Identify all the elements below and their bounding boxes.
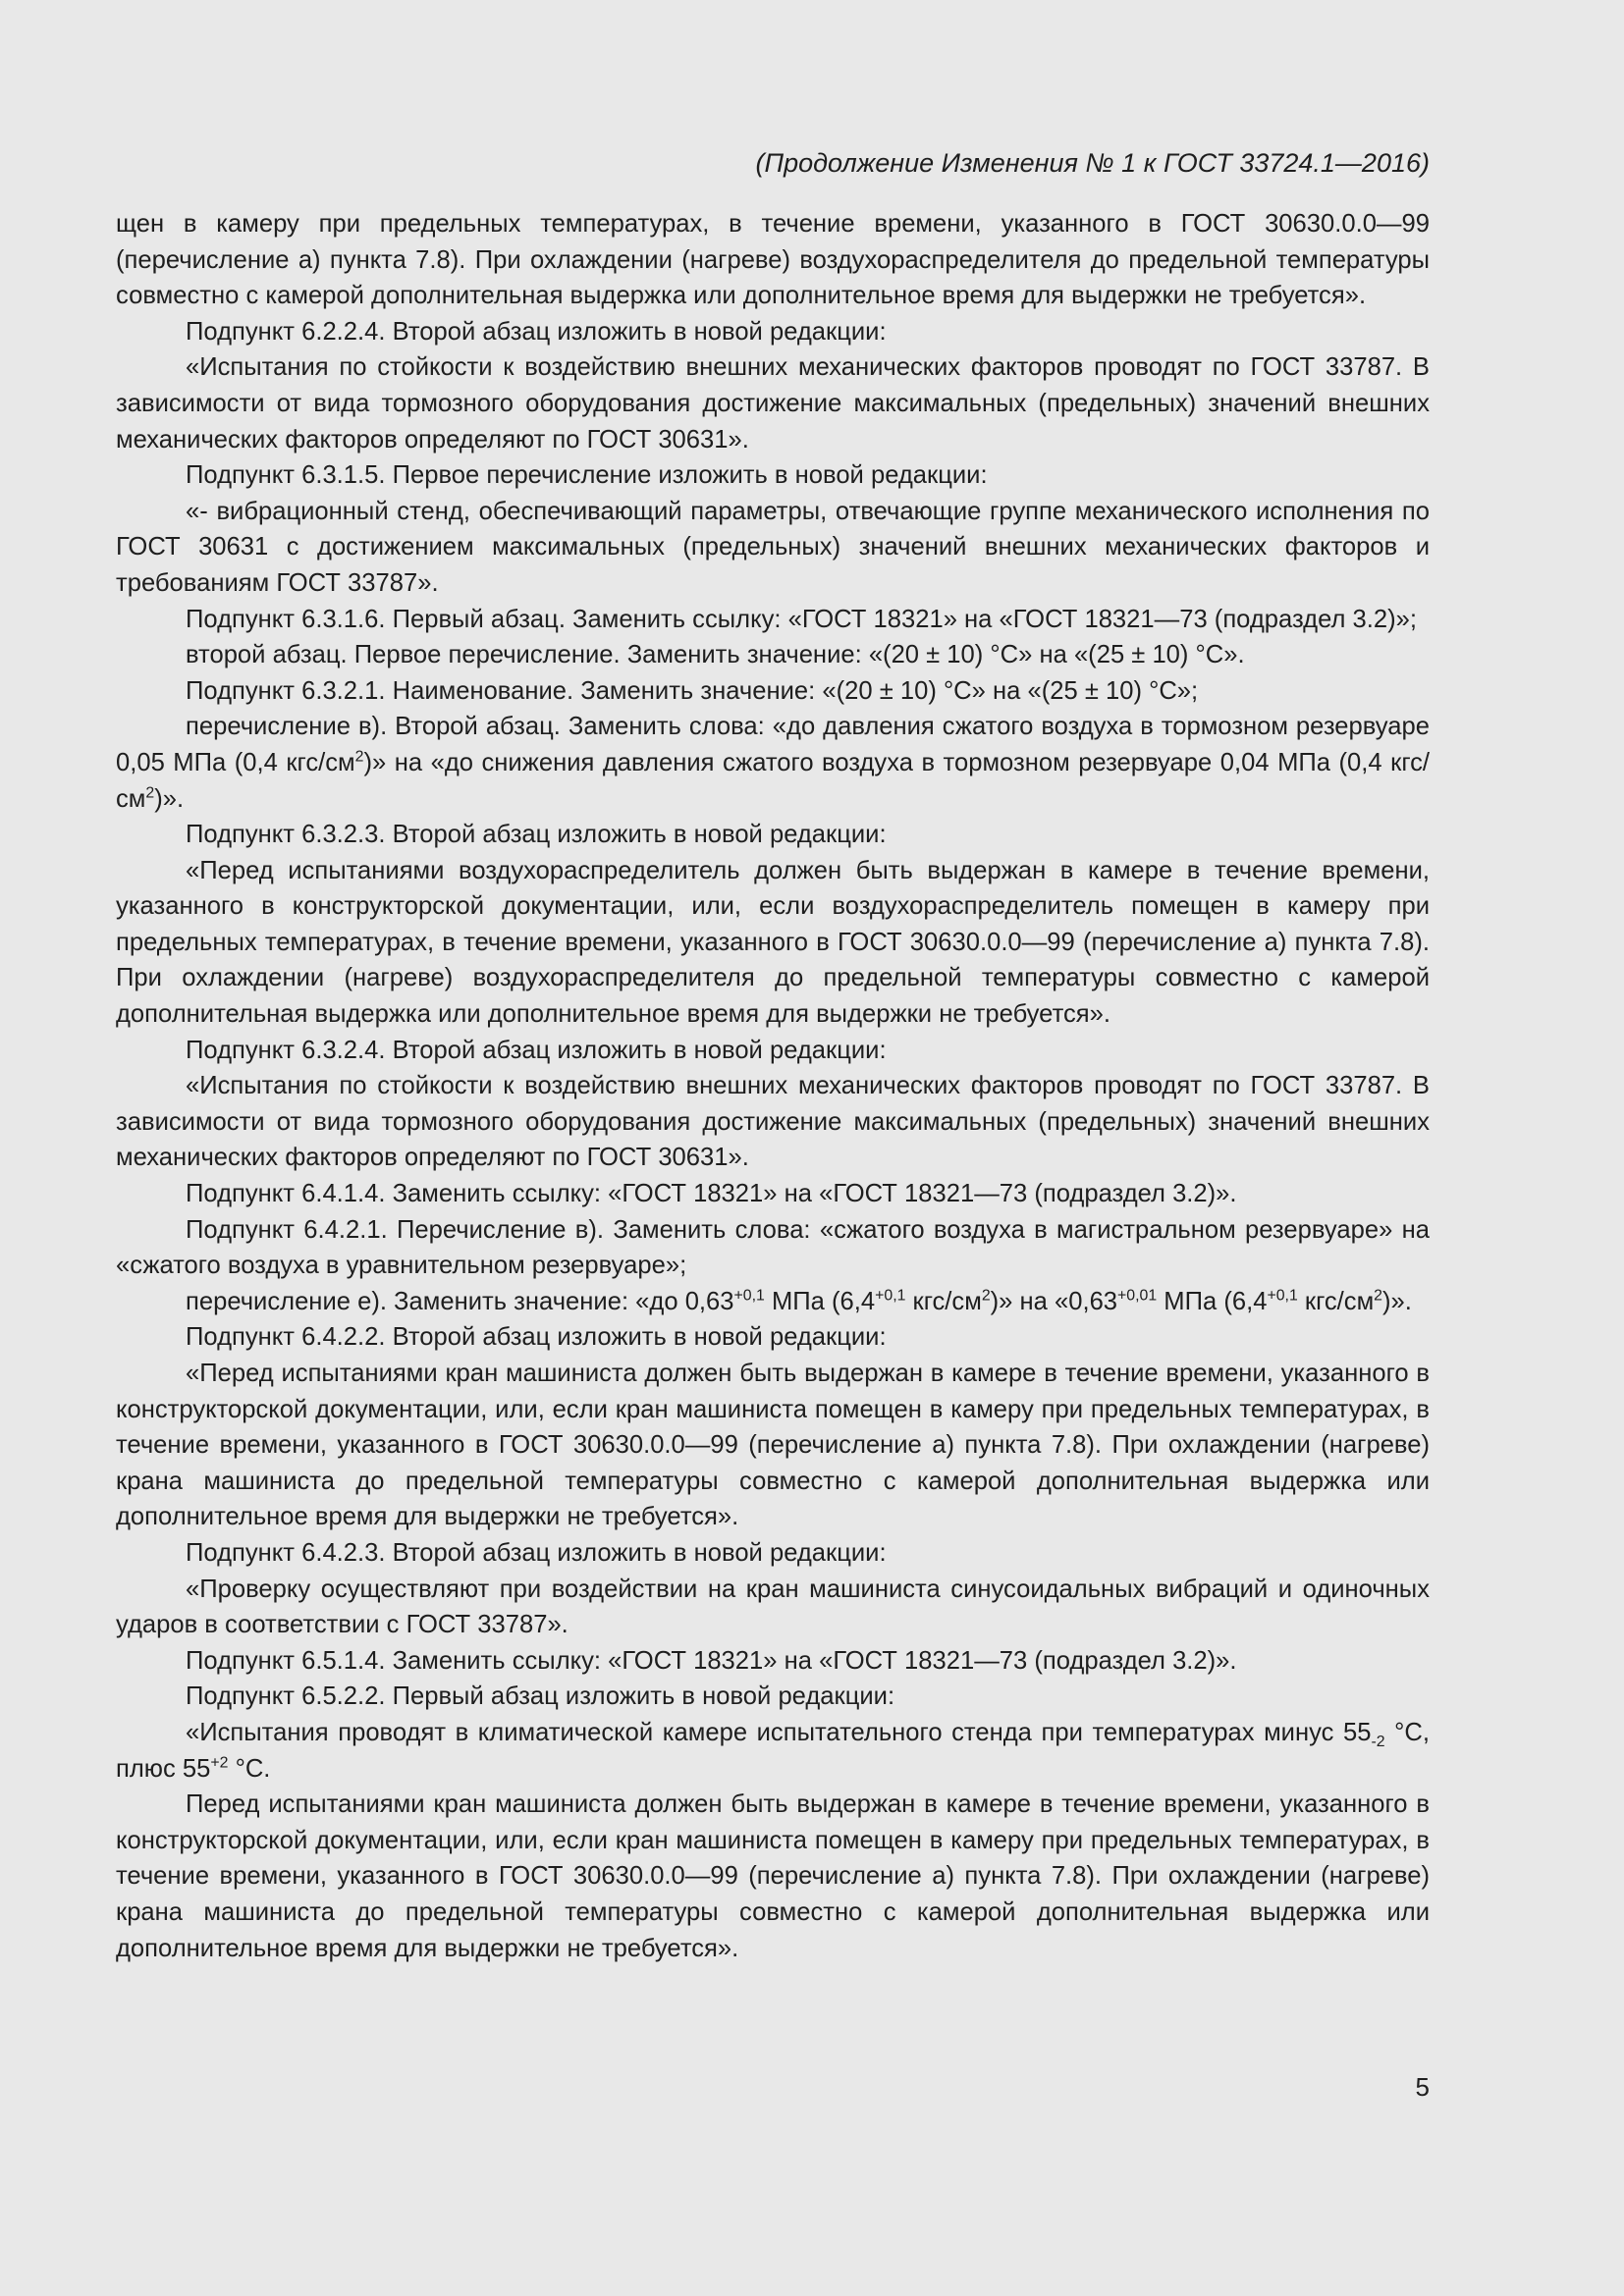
superscript: 2	[145, 783, 155, 801]
text-run: «Перед испытаниями воздухораспределитель должен быть выдержан в камере в течение времени, указанного в конструкторской документации, или, если воздухораспределитель помещен в камеру при предельных температурах, в течение времени, указанного в ГОСТ 30630.0.0—99 (перечисление а) пункта 7.8). При охлаждении (нагреве) воздухораспределителя до предельной температуры совместно с камерой дополнительная выдержка или дополнительное время для выдержки не требуется».	[116, 856, 1430, 1029]
paragraph	[116, 206, 1430, 314]
paragraph	[116, 1176, 1430, 1212]
text-run: °С.	[228, 1754, 271, 1783]
text-run: °С, плюс 55	[116, 1718, 1430, 1783]
text-run: )».	[154, 784, 185, 813]
paragraph	[116, 1356, 1430, 1535]
text-run: перечисление е). Заменить значение: «до 0,63	[186, 1287, 734, 1315]
text-run: МПа (6,4	[1157, 1287, 1268, 1315]
paragraph	[116, 1319, 1430, 1356]
paragraph	[116, 1787, 1430, 1966]
superscript: +2	[210, 1754, 229, 1771]
text-run: Подпункт 6.5.2.2. Первый абзац изложить в новой редакции:	[186, 1682, 895, 1711]
text-run: «Проверку осуществляют при воздействии на кран машиниста синусоидальных вибраций и одиночных ударов в соответствии с ГОСТ 33787».	[116, 1575, 1430, 1639]
text-run: Подпункт 6.3.2.4. Второй абзац изложить в новой редакции:	[186, 1036, 887, 1064]
paragraph	[116, 853, 1430, 1033]
paragraph	[116, 817, 1430, 853]
paragraph	[116, 1068, 1430, 1176]
running-header: (Продолжение Изменения № 1 к ГОСТ 33724.1—2016)	[755, 148, 1430, 178]
paragraph	[116, 637, 1430, 673]
superscript: +0,1	[875, 1287, 906, 1305]
text-run: )» на «0,63	[990, 1287, 1118, 1315]
paragraph	[116, 1679, 1430, 1715]
text-run: Подпункт 6.3.2.3. Второй абзац изложить в новой редакции:	[186, 821, 887, 849]
paragraph	[116, 673, 1430, 710]
text-run: Подпункт 6.4.1.4. Заменить ссылку: «ГОСТ 18321» на «ГОСТ 18321—73 (подраздел 3.2)».	[186, 1180, 1237, 1208]
superscript: 2	[1374, 1287, 1382, 1305]
paragraph	[116, 1535, 1430, 1572]
paragraph	[116, 1572, 1430, 1643]
paragraph	[116, 457, 1430, 494]
text-run: Подпункт 6.2.2.4. Второй абзац изложить в новой редакции:	[186, 317, 887, 346]
text-run: )» на «до снижения давления сжатого воздуха в тормозном резервуаре 0,04 МПа (0,4 кгс/см	[116, 748, 1430, 813]
paragraph	[116, 709, 1430, 817]
document-body	[116, 206, 1430, 1966]
paragraph	[116, 602, 1430, 638]
superscript: 2	[981, 1287, 991, 1305]
paragraph	[116, 1212, 1430, 1284]
text-run: Подпункт 6.3.1.6. Первый абзац. Заменить ссылку: «ГОСТ 18321» на «ГОСТ 18321—73 (подраздел 3.2)»;	[186, 605, 1417, 633]
text-run: второй абзац. Первое перечисление. Заменить значение: «(20 ± 10) °С» на «(25 ± 10) °С».	[186, 641, 1245, 669]
text-run: «Перед испытаниями кран машиниста должен быть выдержан в камере в течение времени, указанного в конструкторской документации, или, если кран машиниста помещен в камеру при предельных температурах, в течение времени, указанного в ГОСТ 30630.0.0—99 (перечисление а) пункта 7.8). При охлаждении (нагреве) крана машиниста до предельной температуры совместно с камерой дополнительная выдержка или дополнительное время для выдержки не требуется».	[116, 1360, 1430, 1531]
text-run: кгс/см	[905, 1287, 982, 1315]
text-run: «- вибрационный стенд, обеспечивающий параметры, отвечающие группе механического исполнения по ГОСТ 30631 с достижением максимальных (предельных) значений внешних механических факторов и требованиям ГОСТ 33787».	[116, 497, 1430, 597]
text-run: Подпункт 6.3.1.5. Первое перечисление изложить в новой редакции:	[186, 461, 988, 490]
text-run: Подпункт 6.4.2.2. Второй абзац изложить в новой редакции:	[186, 1323, 887, 1352]
text-run: щен в камеру при предельных температурах, в течение времени, указанного в ГОСТ 30630.0.0—99 (перечисление а) пункта 7.8). При охлаждении (нагреве) воздухораспределителя до предельной температуры совместно с камерой дополнительная выдержка или дополнительное время для выдержки не требуется».	[116, 210, 1430, 310]
text-run: Перед испытаниями кран машиниста должен быть выдержан в камере в течение времени, указанного в конструкторской документации, или, если кран машиниста помещен в камеру при предельных температурах, в течение времени, указанного в ГОСТ 30630.0.0—99 (перечисление а) пункта 7.8). При охлаждении (нагреве) крана машиниста до предельной температуры совместно с камерой дополнительная выдержка или дополнительное время для выдержки не требуется».	[116, 1790, 1430, 1962]
text-run: «Испытания по стойкости к воздействию внешних механических факторов проводят по ГОСТ 33787. В зависимости от вида тормозного оборудования достижение максимальных (предельных) значений внешних механических факторов определяют по ГОСТ 30631».	[116, 1072, 1430, 1172]
superscript: +0,01	[1117, 1287, 1158, 1305]
text-run: перечисление в). Второй абзац. Заменить слова: «до давления сжатого воздуха в тормозном резервуаре 0,05 МПа (0,4 кгс/см	[116, 713, 1430, 776]
paragraph	[116, 1715, 1430, 1787]
text-run: МПа (6,4	[764, 1287, 876, 1315]
paragraph	[116, 494, 1430, 602]
text-run: Подпункт 6.5.1.4. Заменить ссылку: «ГОСТ 18321» на «ГОСТ 18321—73 (подраздел 3.2)».	[186, 1646, 1237, 1675]
paragraph	[116, 349, 1430, 457]
superscript: 2	[354, 748, 364, 766]
page-number: 5	[1415, 2072, 1430, 2102]
text-run: Подпункт 6.3.2.1. Наименование. Заменить значение: «(20 ± 10) °С» на «(25 ± 10) °С»;	[186, 676, 1199, 705]
text-run: Подпункт 6.4.2.3. Второй абзац изложить в новой редакции:	[186, 1538, 887, 1567]
paragraph	[116, 1033, 1430, 1069]
text-run: )».	[1382, 1287, 1412, 1315]
paragraph	[116, 1643, 1430, 1680]
text-run: «Испытания по стойкости к воздействию внешних механических факторов проводят по ГОСТ 33787. В зависимости от вида тормозного оборудования достижение максимальных (предельных) значений внешних механических факторов определяют по ГОСТ 30631».	[116, 353, 1430, 454]
text-run: Подпункт 6.4.2.1. Перечисление в). Заменить слова: «сжатого воздуха в магистральном резервуаре» на «сжатого воздуха в уравнительном резервуаре»;	[116, 1215, 1430, 1280]
paragraph	[116, 314, 1430, 350]
superscript: +0,1	[1267, 1287, 1298, 1305]
subscript: -2	[1371, 1734, 1385, 1751]
paragraph	[116, 1284, 1430, 1320]
text-run: «Испытания проводят в климатической камере испытательного стенда при температурах минус 55	[186, 1718, 1372, 1746]
superscript: +0,1	[733, 1287, 765, 1305]
text-run: кгс/см	[1297, 1287, 1375, 1315]
